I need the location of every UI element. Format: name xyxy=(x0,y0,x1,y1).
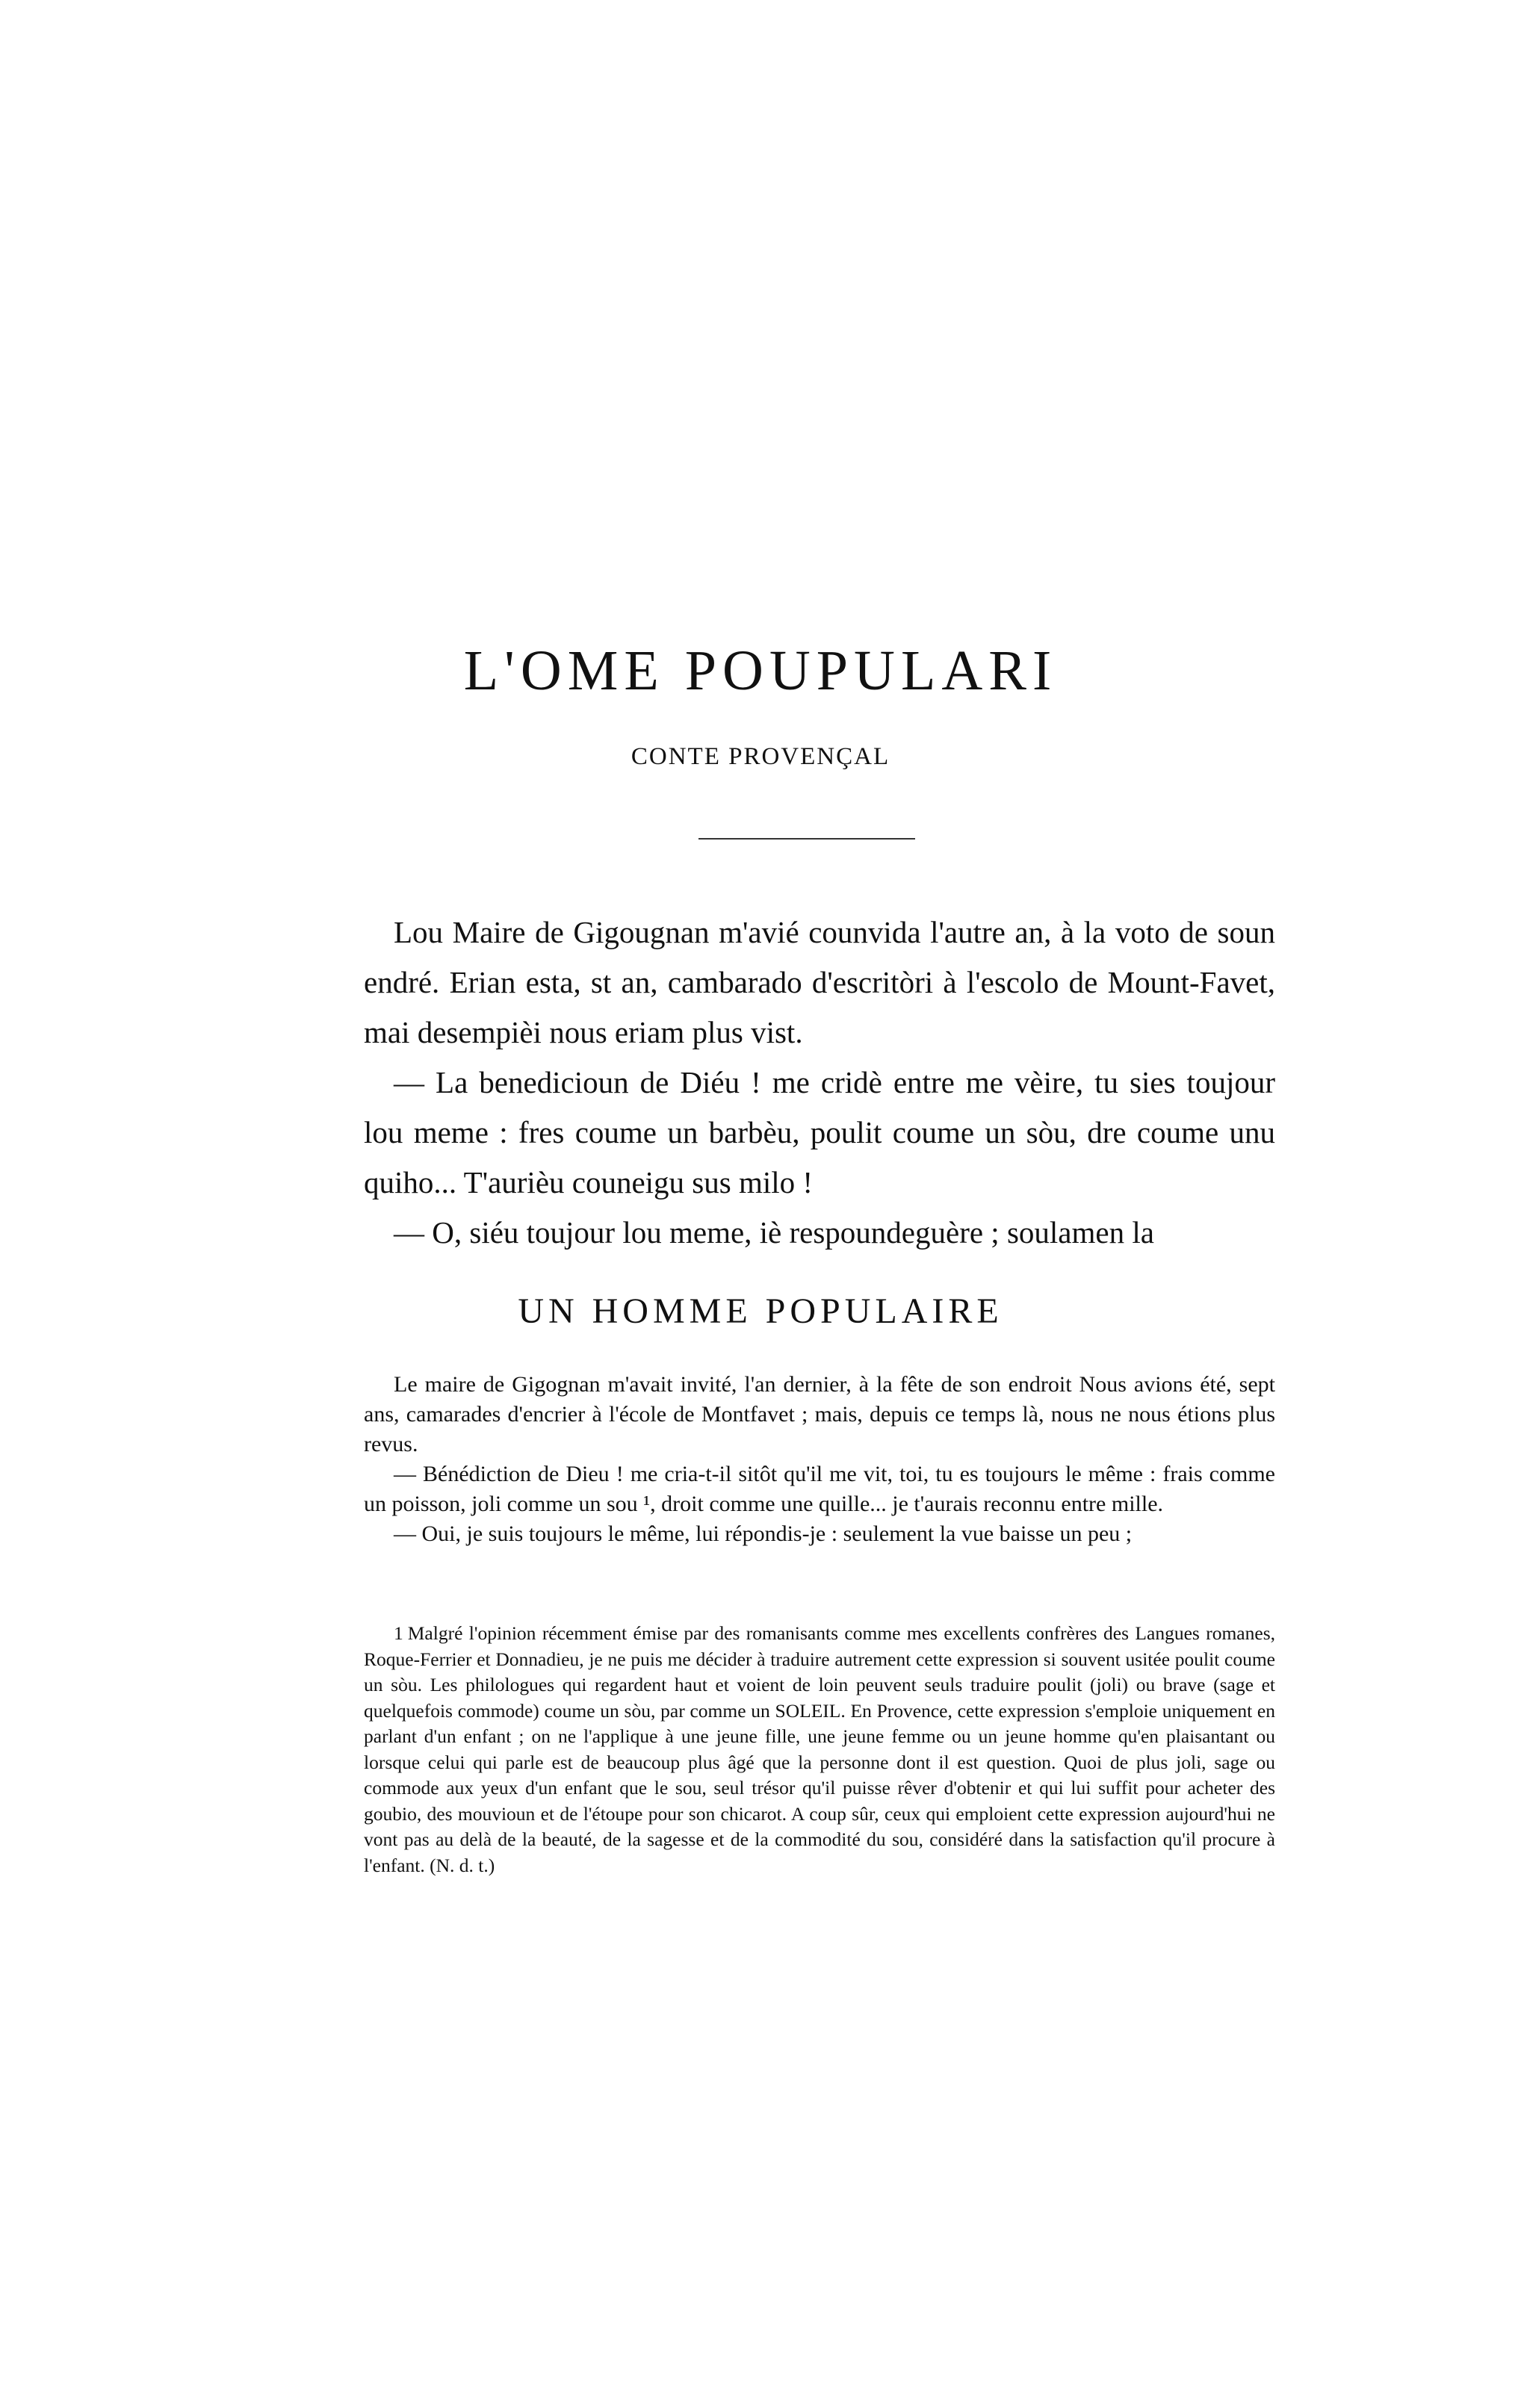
french-text xyxy=(364,1370,1275,1549)
footnote-text: Malgré l'opinion récemment émise par des romanisants comme mes excellents confrères des Langues romanes, Roque-Ferrier et Donnadieu, je ne puis me décider à traduire autrement cette expression si souvent usitée poulit coume un sòu. Les philologues qui regardent haut et voient de loin peuvent seuls traduire poulit (joli) ou brave (sage et quelquefois commode) coume un sòu, par comme un SOLEIL. En Provence, cette expression s'emploie uniquement en parlant d'un enfant ; on ne l'applique à une jeune fille, une jeune femme ou un jeune homme qu'en plaisantant ou lorsque celui qui parle est de beaucoup plus âgé que la personne dont il est question. Quoi de plus joli, sage ou commode aux yeux d'un enfant que le sou, seul trésor qu'il puisse rêver d'obtenir et qui lui suffit pour acheter des goubio, des mouvioun et de l'étoupe pour son chicarot. A coup sûr, ceux qui emploient cette expression aujourd'hui ne vont pas au delà de la beauté, de la sagesse et de la commodité du sou, considéré dans la satisfaction qu'il procure à l'enfant. (N. d. t.) xyxy=(364,1622,1275,1876)
provencal-paragraph: — La benedicioun de Diéu ! me cridè entre me vèire, tu sies toujour lou meme : fres coume un barbèu, poulit coume un sòu, dre coume unu quiho... T'aurièu couneigu sus milo ! xyxy=(364,1065,1275,1200)
provencal-text xyxy=(364,907,1275,1258)
provencal-title: L'OME POUPULARI xyxy=(463,639,1058,702)
french-paragraph: — Bénédiction de Dieu ! me cria-t-il sitôt qu'il me vit, toi, tu es toujours le même : frais comme un poisson, joli comme un sou ¹, droit comme une quille... je t'aurais reconnu entre mille. xyxy=(364,1462,1275,1516)
french-paragraph: Le maire de Gigognan m'avait invité, l'an dernier, à la fête de son endroit Nous avions été, sept ans, camarades d'encrier à l'école de Montfavet ; mais, depuis ce temps là, nous ne nous étions plus revus. xyxy=(364,1372,1275,1456)
provencal-paragraph: — O, siéu toujour lou meme, iè respoundeguère ; soulamen la xyxy=(394,1215,1154,1250)
footnote xyxy=(364,1621,1275,1878)
footnote-number: 1 xyxy=(394,1622,403,1644)
subtitle: CONTE PROVENÇAL xyxy=(631,743,890,770)
provencal-paragraph: Lou Maire de Gigougnan m'avié counvida l'autre an, à la voto de soun endré. Erian esta, st an, cambarado d'escritòri à l'escolo de Mount-Favet, mai desempièi nous eriam plus vist. xyxy=(364,915,1275,1049)
title-divider xyxy=(698,838,915,840)
french-title: UN HOMME POPULAIRE xyxy=(518,1291,1003,1331)
french-paragraph: — Oui, je suis toujours le même, lui répondis-je : seulement la vue baisse un peu ; xyxy=(394,1521,1133,1546)
